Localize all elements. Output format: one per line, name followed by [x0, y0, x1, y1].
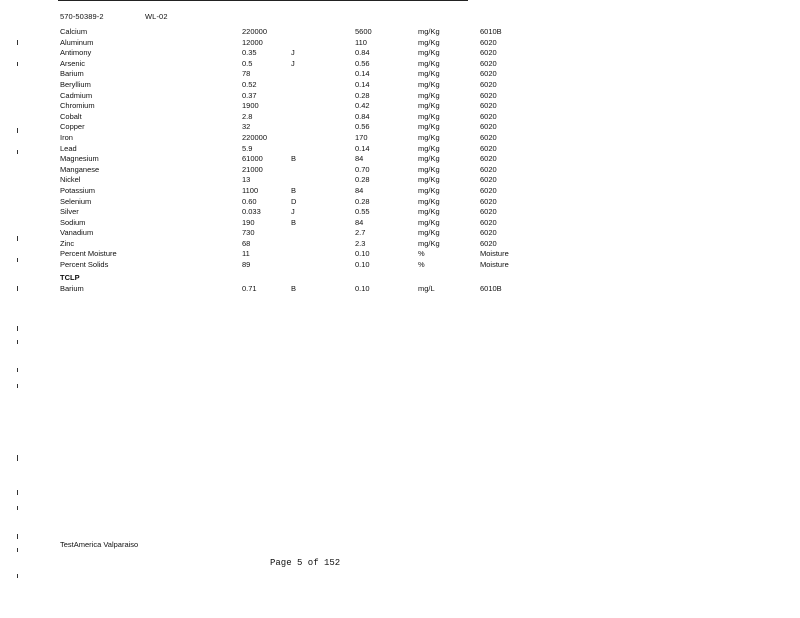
margin-mark	[17, 368, 18, 372]
result-cell: 5.9	[242, 143, 253, 153]
unit-cell: mg/Kg	[418, 217, 440, 227]
reporting-limit-cell: 2.7	[355, 228, 366, 238]
table-row	[0, 59, 800, 70]
method-cell: 6020	[480, 143, 497, 153]
unit-cell: mg/Kg	[418, 69, 440, 79]
table-row	[0, 69, 800, 80]
margin-mark	[17, 326, 18, 331]
unit-cell: mg/Kg	[418, 228, 440, 238]
analyte-cell: Copper	[60, 122, 85, 132]
analyte-cell: Sodium	[60, 217, 86, 227]
table-row	[0, 154, 800, 165]
analyte-cell: Selenium	[60, 196, 92, 206]
method-cell: 6020	[480, 79, 497, 89]
analyte-cell: Silver	[60, 207, 79, 217]
analyte-cell: Potassium	[60, 185, 96, 195]
unit-cell: mg/Kg	[418, 111, 440, 121]
unit-cell: mg/Kg	[418, 207, 440, 217]
unit-cell: mg/L	[418, 284, 435, 293]
reporting-limit-cell: 0.14	[355, 79, 370, 89]
unit-cell: mg/Kg	[418, 58, 440, 68]
table-row	[0, 27, 800, 38]
analyte-cell: Arsenic	[60, 58, 86, 68]
analyte-cell: Beryllium	[60, 79, 91, 89]
method-cell: 6020	[480, 111, 497, 121]
method-cell: 6010B	[480, 27, 502, 36]
reporting-limit-cell: 170	[355, 132, 368, 142]
analyte-cell: Percent Moisture	[60, 249, 117, 259]
method-cell: 6020	[480, 101, 497, 111]
reporting-limit-cell: 2.3	[355, 238, 366, 248]
reporting-limit-cell: 0.84	[355, 48, 370, 58]
unit-cell: mg/Kg	[418, 196, 440, 206]
margin-mark	[17, 286, 18, 291]
method-cell: 6020	[480, 48, 497, 58]
unit-cell: mg/Kg	[418, 79, 440, 89]
unit-cell: %	[418, 249, 425, 259]
result-cell: 89	[242, 260, 251, 270]
margin-mark	[17, 506, 18, 510]
margin-mark	[17, 40, 18, 45]
method-cell: 6020	[480, 217, 497, 227]
unit-cell: mg/Kg	[418, 37, 440, 47]
margin-mark	[17, 128, 18, 133]
table-row	[0, 175, 800, 186]
table-row	[0, 239, 800, 250]
analyte-cell: Chromium	[60, 101, 95, 111]
reporting-limit-cell: 84	[355, 217, 364, 227]
margin-mark	[17, 534, 18, 539]
table-row	[0, 133, 800, 144]
method-cell: 6020	[480, 196, 497, 206]
table-row	[0, 249, 800, 260]
lab-name: TestAmerica Valparaiso	[60, 540, 139, 549]
result-cell: 21000	[242, 164, 263, 174]
analyte-cell: Aluminum	[60, 37, 94, 47]
margin-mark	[17, 384, 18, 388]
analyte-cell: Cadmium	[60, 90, 93, 100]
qualifier-cell: D	[291, 196, 297, 206]
reporting-limit-cell: 5600	[355, 27, 372, 36]
result-cell: 0.52	[242, 79, 257, 89]
result-cell: 0.60	[242, 196, 257, 206]
result-cell: 1100	[242, 185, 259, 195]
analyte-cell: Manganese	[60, 164, 100, 174]
top-rule	[58, 0, 468, 1]
result-cell: 32	[242, 122, 251, 132]
reporting-limit-cell: 0.55	[355, 207, 370, 217]
unit-cell: mg/Kg	[418, 164, 440, 174]
page-number: Page 5 of 152	[270, 558, 341, 568]
table-row	[0, 122, 800, 133]
margin-mark	[17, 548, 18, 552]
reporting-limit-cell: 0.28	[355, 196, 370, 206]
sample-id: 570-50389-2	[60, 12, 104, 21]
method-cell: 6020	[480, 238, 497, 248]
margin-mark	[17, 258, 18, 262]
result-cell: 220000	[242, 132, 268, 142]
table-row	[0, 207, 800, 218]
table-row	[0, 80, 800, 91]
section-label-tclp: TCLP	[60, 273, 80, 282]
table-row	[0, 165, 800, 176]
result-cell: 11	[242, 249, 250, 259]
analyte-cell: Barium	[60, 69, 84, 79]
unit-cell: mg/Kg	[418, 90, 440, 100]
method-cell: 6020	[480, 185, 497, 195]
margin-mark	[17, 340, 18, 344]
analyte-cell: Nickel	[60, 175, 81, 185]
reporting-limit-cell: 0.10	[355, 284, 370, 293]
method-cell: 6010B	[480, 284, 502, 293]
margin-mark	[17, 236, 18, 241]
method-cell: 6020	[480, 228, 497, 238]
margin-mark	[17, 490, 18, 495]
result-cell: 12000	[242, 37, 263, 47]
unit-cell: mg/Kg	[418, 101, 440, 111]
method-cell: 6020	[480, 69, 497, 79]
method-cell: 6020	[480, 164, 497, 174]
reporting-limit-cell: 0.10	[355, 260, 370, 270]
analyte-cell: Percent Solids	[60, 260, 109, 270]
table-row	[0, 197, 800, 208]
method-cell: 6020	[480, 90, 497, 100]
analyte-cell: Magnesium	[60, 154, 99, 164]
table-row	[0, 48, 800, 59]
result-cell: 0.71	[242, 284, 257, 293]
margin-mark	[17, 62, 18, 66]
unit-cell: mg/Kg	[418, 27, 440, 36]
result-cell: 0.35	[242, 48, 257, 58]
result-cell: 13	[242, 175, 251, 185]
analyte-cell: Vanadium	[60, 228, 94, 238]
qualifier-cell: B	[291, 185, 297, 195]
analyte-cell: Zinc	[60, 238, 75, 248]
unit-cell: mg/Kg	[418, 154, 440, 164]
result-cell: 2.8	[242, 111, 253, 121]
table-row	[0, 101, 800, 112]
table-row	[0, 186, 800, 197]
result-cell: 220000	[242, 27, 268, 36]
result-cell: 190	[242, 217, 255, 227]
reporting-limit-cell: 0.28	[355, 175, 370, 185]
reporting-limit-cell: 0.10	[355, 249, 370, 259]
unit-cell: mg/Kg	[418, 185, 440, 195]
qualifier-cell: B	[291, 284, 297, 293]
table-row	[0, 91, 800, 102]
unit-cell: mg/Kg	[418, 175, 440, 185]
reporting-limit-cell: 0.42	[355, 101, 370, 111]
table-row	[0, 38, 800, 49]
table-row	[0, 112, 800, 123]
table-row	[0, 218, 800, 229]
reporting-limit-cell: 0.28	[355, 90, 370, 100]
reporting-limit-cell: 0.56	[355, 58, 370, 68]
table-row	[0, 228, 800, 239]
margin-mark	[17, 150, 18, 154]
method-cell: 6020	[480, 122, 497, 132]
unit-cell: mg/Kg	[418, 122, 440, 132]
qualifier-cell: J	[291, 207, 295, 217]
qualifier-cell: J	[291, 58, 295, 68]
result-cell: 0.5	[242, 58, 253, 68]
results-table	[0, 27, 800, 271]
method-cell: 6020	[480, 58, 497, 68]
method-cell: 6020	[480, 175, 497, 185]
result-cell: 730	[242, 228, 255, 238]
reporting-limit-cell: 0.14	[355, 143, 370, 153]
field-id: WL-02	[145, 12, 168, 21]
analyte-cell: Barium	[60, 284, 84, 293]
table-row	[0, 260, 800, 271]
unit-cell: mg/Kg	[418, 143, 440, 153]
method-cell: 6020	[480, 154, 497, 164]
result-cell: 1900	[242, 101, 259, 111]
qualifier-cell: J	[291, 48, 295, 58]
analyte-cell: Calcium	[60, 27, 88, 36]
unit-cell: %	[418, 260, 425, 270]
reporting-limit-cell: 84	[355, 154, 364, 164]
reporting-limit-cell: 0.70	[355, 164, 370, 174]
analyte-cell: Lead	[60, 143, 77, 153]
analyte-cell: Antimony	[60, 48, 92, 58]
unit-cell: mg/Kg	[418, 238, 440, 248]
tclp-results-table	[0, 284, 800, 295]
reporting-limit-cell: 110	[355, 37, 367, 47]
method-cell: 6020	[480, 207, 497, 217]
reporting-limit-cell: 0.56	[355, 122, 370, 132]
result-cell: 68	[242, 238, 251, 248]
margin-mark	[17, 574, 18, 578]
analyte-cell: Iron	[60, 132, 73, 142]
unit-cell: mg/Kg	[418, 132, 440, 142]
analyte-cell: Cobalt	[60, 111, 82, 121]
method-cell: 6020	[480, 37, 497, 47]
reporting-limit-cell: 0.14	[355, 69, 370, 79]
margin-mark	[17, 455, 18, 461]
method-cell: Moisture	[480, 249, 509, 259]
table-row	[0, 284, 800, 295]
result-cell: 0.37	[242, 90, 257, 100]
method-cell: 6020	[480, 132, 497, 142]
unit-cell: mg/Kg	[418, 48, 440, 58]
reporting-limit-cell: 0.84	[355, 111, 370, 121]
table-row	[0, 144, 800, 155]
result-cell: 61000	[242, 154, 263, 164]
qualifier-cell: B	[291, 217, 297, 227]
qualifier-cell: B	[291, 154, 297, 164]
reporting-limit-cell: 84	[355, 185, 364, 195]
result-cell: 0.033	[242, 207, 261, 217]
result-cell: 78	[242, 69, 251, 79]
method-cell: Moisture	[480, 260, 509, 270]
